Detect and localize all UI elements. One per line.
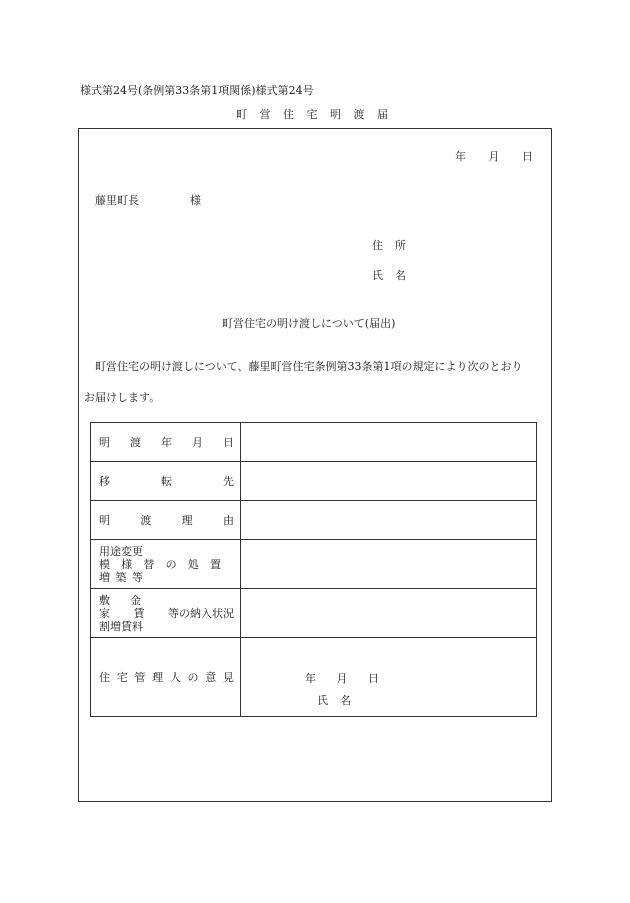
label-char: 替 xyxy=(143,557,155,571)
label-char: 住 xyxy=(99,671,110,684)
title-char: 渡 xyxy=(353,108,365,121)
table-row xyxy=(91,589,537,638)
payment-status-label xyxy=(91,589,241,638)
label-char: 賃 xyxy=(133,606,145,620)
title-char: 宅 xyxy=(306,108,318,121)
label-char: 様 xyxy=(121,557,133,571)
label-char: の xyxy=(165,557,177,571)
alteration-handling-label xyxy=(91,540,241,589)
day-label: 日 xyxy=(368,672,379,685)
label-char: 意 xyxy=(205,671,217,684)
label-char: 理 xyxy=(152,671,164,684)
manager-opinion-label xyxy=(91,638,241,717)
label-line xyxy=(99,571,143,584)
title-char: 届 xyxy=(377,108,388,121)
body-text-line-2: お届けします。 xyxy=(84,391,161,404)
name-label xyxy=(372,267,406,283)
opinion-date-line xyxy=(305,670,379,686)
label-line xyxy=(99,620,234,633)
label-char: 年 xyxy=(161,436,172,449)
label-char: 明 xyxy=(99,514,110,527)
detail-table xyxy=(90,422,537,717)
day-label: 日 xyxy=(522,150,533,163)
address-label xyxy=(372,237,406,253)
opinion-name-label xyxy=(317,692,351,708)
label-char: 見 xyxy=(222,671,234,684)
label-char: 等 xyxy=(132,570,143,584)
label-char: 宅 xyxy=(116,671,128,684)
label-char: 明 xyxy=(99,436,110,449)
addressee-honorific: 様 xyxy=(190,194,201,207)
label-char: 理 xyxy=(181,514,193,527)
label-char: 敷 xyxy=(99,593,110,607)
label-char: 渡 xyxy=(140,514,152,527)
relocation-address-field[interactable] xyxy=(241,462,537,501)
label-char: 管 xyxy=(134,671,146,684)
title-char: 明 xyxy=(330,108,341,121)
label-line xyxy=(99,545,234,558)
label-char: 日 xyxy=(223,436,234,449)
table-row xyxy=(91,423,537,462)
table-row xyxy=(91,638,537,717)
table-row xyxy=(91,501,537,540)
label-line xyxy=(99,607,234,620)
document-title xyxy=(236,106,388,122)
payment-status-field[interactable] xyxy=(241,589,537,638)
year-label: 年 xyxy=(455,150,466,163)
month-label: 月 xyxy=(336,672,348,685)
date-line xyxy=(455,148,533,164)
subject-line: 町営住宅の明け渡しについて(届出) xyxy=(222,317,396,330)
label-char: 先 xyxy=(223,475,234,488)
label-text: 割増賃料 xyxy=(99,619,143,633)
label-char: 渡 xyxy=(130,436,141,449)
title-char: 営 xyxy=(259,108,271,121)
label-line xyxy=(99,594,141,607)
title-char: 住 xyxy=(283,108,294,121)
label-char: 由 xyxy=(222,514,234,527)
table-row xyxy=(91,462,537,501)
address-label-char: 住 xyxy=(372,239,383,252)
label-char: 家 xyxy=(99,606,110,620)
label-char: 転 xyxy=(161,475,172,488)
name-label-char: 氏 xyxy=(372,269,383,282)
label-char: 置 xyxy=(209,557,221,571)
move-out-reason-label xyxy=(91,501,241,540)
move-out-reason-field[interactable] xyxy=(241,501,537,540)
name-char: 名 xyxy=(340,694,351,707)
label-char: 増 xyxy=(99,570,110,584)
table-row xyxy=(91,540,537,589)
name-char: 氏 xyxy=(317,694,328,707)
manager-opinion-field[interactable] xyxy=(241,638,537,717)
label-text: 用途変更 xyxy=(99,544,143,558)
month-label: 月 xyxy=(488,150,500,163)
label-text: 等の納入状況 xyxy=(168,606,234,620)
label-char: の xyxy=(187,671,199,684)
label-line xyxy=(99,558,221,571)
label-char: 金 xyxy=(130,593,141,607)
form-number: 様式第24号(条例第33条第1項関係)様式第24号 xyxy=(80,84,314,97)
label-char: 移 xyxy=(99,475,110,488)
address-label-char: 所 xyxy=(395,239,406,252)
label-char: 月 xyxy=(192,436,203,449)
move-out-date-label xyxy=(91,423,241,462)
move-out-date-field[interactable] xyxy=(241,423,537,462)
body-text-line-1: 町営住宅の明け渡しについて、藤里町営住宅条例第33条第1項の規定により次のとおり xyxy=(95,360,523,373)
alteration-handling-field[interactable] xyxy=(241,540,537,589)
label-char: 模 xyxy=(99,557,110,571)
title-char: 町 xyxy=(236,108,247,121)
name-label-char: 名 xyxy=(395,269,406,282)
label-char: 人 xyxy=(169,671,181,684)
label-char: 処 xyxy=(187,557,199,571)
relocation-address-label xyxy=(91,462,241,501)
year-label: 年 xyxy=(305,672,316,685)
label-char: 築 xyxy=(115,570,127,584)
addressee: 藤里町長 xyxy=(95,194,139,207)
